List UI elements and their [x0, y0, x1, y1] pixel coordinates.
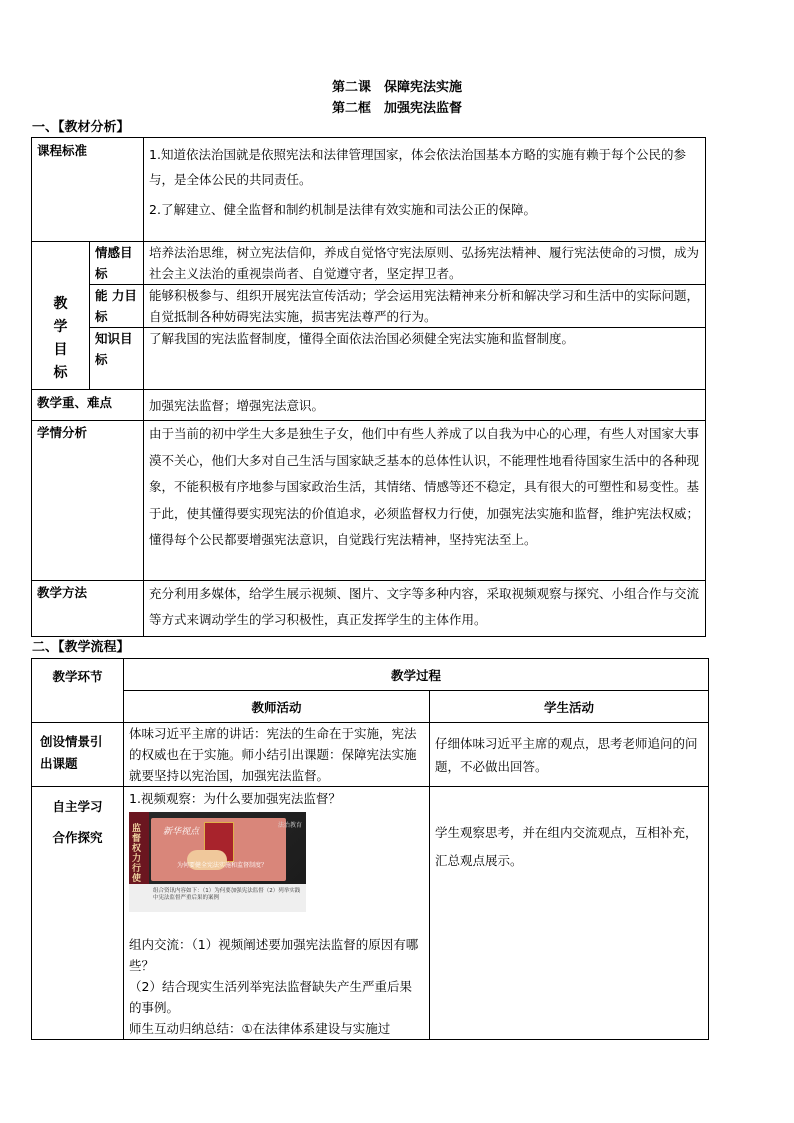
video-question: 1.视频观察：为什么要加强宪法监督？	[129, 791, 341, 806]
video-thumbnail[interactable]	[129, 812, 306, 912]
student-analysis-text: 由于当前的初中学生大多是独生子女，他们中有些人养成了以自我为中心的心理，有些人对国家大事漠不关心，他们大多对自己生活与国家缺乏基本的总体性认识，不能理性地看待国家生活中的各种现象，不能积极有序地参与国家政治生活，其情绪、情感等还不稳定，具有很大的可塑性和易变性。基于此，使其懂得要实现宪法的价值追求，必须监督权力行使，加强宪法实施和监督，维护宪法权威；懂得每个公民都要增强宪法意识，自觉践行宪法精神，坚持宪法至上。	[144, 421, 706, 581]
teacher-summary: 师生互动归纳总结：①在法律体系建设与实施过	[129, 1021, 391, 1036]
teaching-method-text: 充分利用多媒体，给学生展示视频、图片、文字等多种内容，采取视频观察与探究、小组合作与交流等方式来调动学生的学习积极性，真正发挥学生的主体作用。	[144, 581, 706, 637]
group-discussion-2: （2）结合现实生活列举宪法监督缺失产生严重后果的事例。	[129, 979, 412, 1015]
teaching-goals-label: 教 学 目 标	[32, 242, 90, 390]
ability-goal-text: 能够积极参与、组织开展宪法宣传活动；学会运用宪法精神来分析和解决学习和生活中的实际问题，自觉抵制各种妨碍宪法实施，损害宪法尊严的行为。	[144, 285, 706, 328]
key-points-text: 加强宪法监督；增强宪法意识。	[144, 390, 706, 421]
emotion-goal-label: 情感目标	[90, 242, 144, 285]
key-points-label: 教学重、难点	[32, 390, 144, 421]
section-heading-analysis: 一、【教材分析】	[32, 120, 130, 135]
video-logo: 新华视点	[163, 827, 200, 837]
student-activity-explore: 学生观察思考，并在组内交流观点，互相补充，汇总观点展示。	[430, 787, 709, 1040]
student-activity-header: 学生活动	[430, 691, 709, 723]
curriculum-standard-content	[144, 138, 706, 242]
group-discussion-1: 组内交流：（1）视频阐述要加强宪法监督的原因有哪些？	[129, 937, 419, 973]
knowledge-goal-text: 了解我国的宪法监督制度，懂得全面依法治国必须健全宪法实施和监督制度。	[144, 328, 706, 390]
lesson-title: 第二课 保障宪法实施	[331, 80, 462, 95]
teaching-process-table	[31, 658, 709, 1040]
curriculum-standard-item-2: 2.了解建立、健全监督和制约机制是法律有效实施和司法公正的保障。	[149, 202, 536, 217]
curriculum-standard-label: 课程标准	[32, 138, 144, 242]
video-caption: 为何要健全宪法实施和监督制度？	[177, 862, 268, 869]
section-title: 第二框 加强宪法监督	[331, 101, 462, 116]
teacher-activity-intro: 体味习近平主席的讲话：宪法的生命在于实施，宪法的权威也在于实施。师小结引出课题：保障宪法实施就要坚持以宪治国，加强宪法监督。	[124, 723, 430, 787]
emotion-goal-text: 培养法治思维，树立宪法信仰，养成自觉恪守宪法原则、弘扬宪法精神、履行宪法使命的习惯，成为社会主义法治的重视崇尚者、自觉遵守者，坚定捍卫者。	[144, 242, 706, 285]
teacher-activity-explore	[124, 787, 430, 1040]
section-heading-process: 二、【教学流程】	[32, 640, 130, 655]
teacher-activity-header: 教师活动	[124, 691, 430, 723]
textbook-analysis-table	[31, 137, 706, 637]
video-subtitle-bar: 组合资讯内容如下：（1）为何要加强宪法监督（2）列举实践中宪法监督严重后果的案例	[129, 884, 306, 912]
phase-explore-label: 自主学习 合作探究	[32, 787, 124, 1040]
curriculum-standard-item-1: 1.知道依法治国就是依照宪法和法律管理国家，体会依法治国基本方略的实施有赖于每个公民的参与，是全体公民的共同责任。	[149, 147, 686, 187]
teaching-method-label: 教学方法	[32, 581, 144, 637]
student-activity-intro: 仔细体味习近平主席的观点，思考老师追问的问题，不必做出回答。	[430, 723, 709, 787]
student-analysis-label: 学情分析	[32, 421, 144, 581]
teaching-process-header: 教学过程	[124, 659, 709, 691]
knowledge-goal-label: 知识目标	[90, 328, 144, 390]
video-watermark: 法治教育	[277, 822, 302, 829]
video-side-banner: 监督权力行使	[129, 812, 149, 912]
phase-intro-label: 创设情景引出课题	[32, 723, 124, 787]
ability-goal-label: 能 力目标	[90, 285, 144, 328]
teaching-phase-header: 教学环节	[32, 659, 124, 723]
